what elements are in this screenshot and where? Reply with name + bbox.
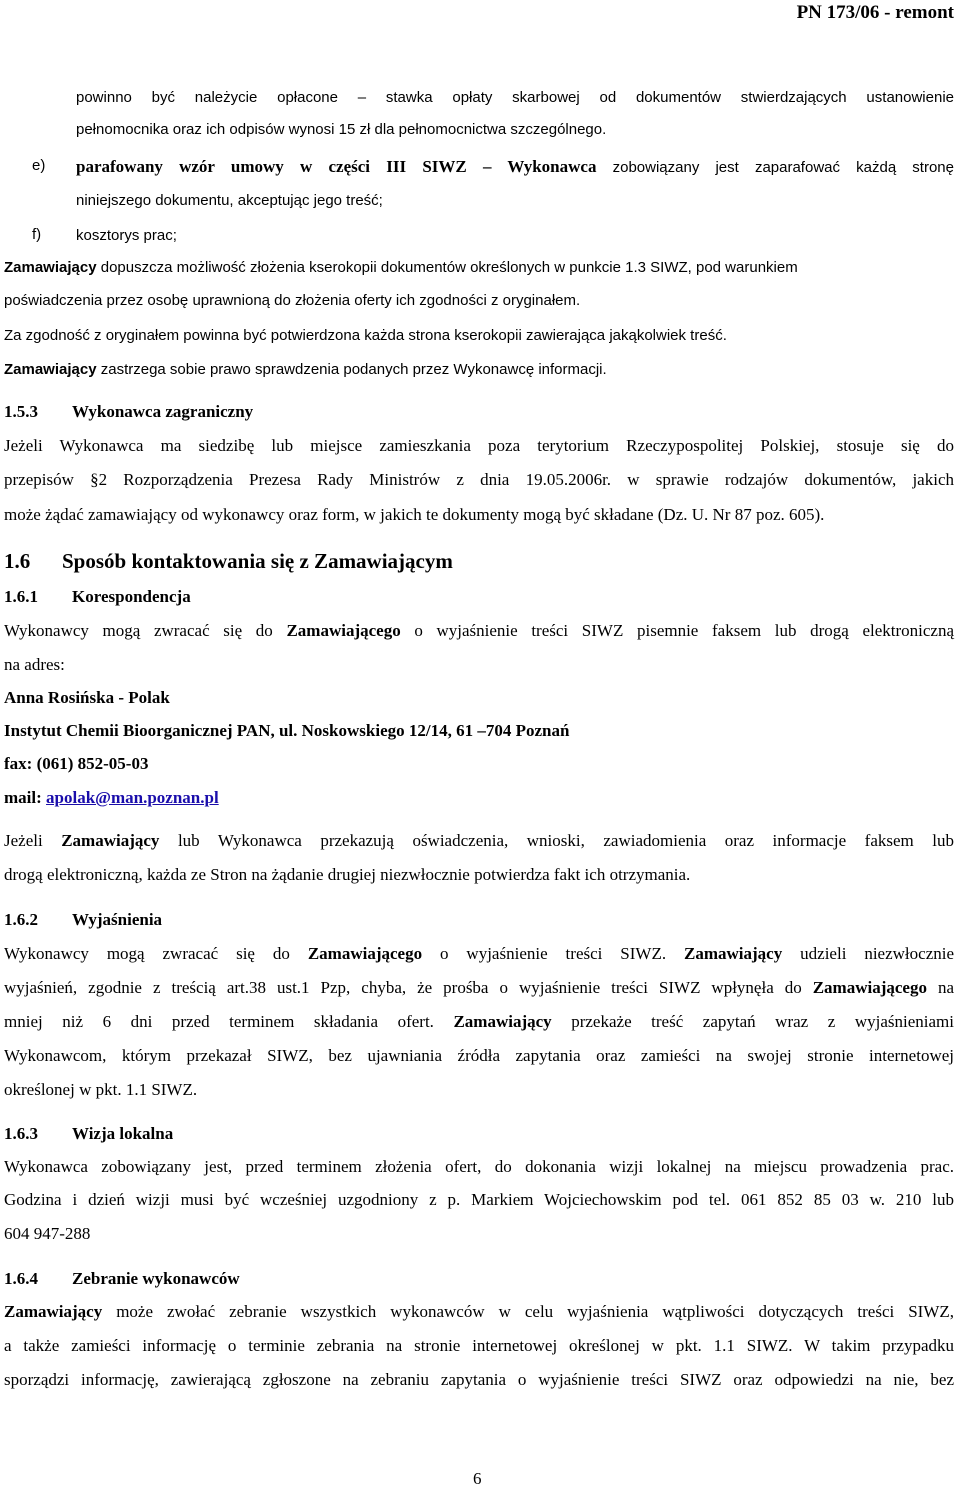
section-1-6-2-line-4: Wykonawcom, którym przekazał SIWZ, bez ujawniania źródła zapytania oraz zamieści na swojej stronie internetowej bbox=[4, 1046, 954, 1065]
bold-zamawiajacy: Zamawiający bbox=[4, 259, 97, 276]
section-1-6-2-line-1: Wykonawcy mogą zwracać się do Zamawiającego o wyjaśnienie treści SIWZ. Zamawiający udzieli niezwłocznie bbox=[4, 944, 955, 963]
list-continuation-line-1: powinno być należycie opłacone – stawka opłaty skarbowej od dokumentów stwierdzających ustanowienie bbox=[76, 89, 954, 106]
section-1-5-3-line-2: przepisów §2 Rozporządzenia Prezesa Rady Ministrów z dnia 19.05.2006r. w sprawie rodzajów dokumentów, jakich bbox=[4, 470, 954, 489]
list-item-e-rest: zobowiązany jest zaparafować każdą stronę bbox=[596, 159, 954, 176]
list-marker-e: e) bbox=[32, 157, 46, 174]
section-1-6-4-line-2: a także zamieści informację o terminie zebrania na stronie internetowej określonej w pkt. 1.1 SIWZ. W takim przypadku bbox=[4, 1336, 954, 1355]
section-1-6-3-line-1: Wykonawca zobowiązany jest, przed terminem złożenia ofert, do dokonania wizji lokalnej na miejscu prowadzenia prac. bbox=[4, 1157, 954, 1176]
page-number: 6 bbox=[473, 1469, 482, 1488]
list-marker-f: f) bbox=[32, 226, 42, 243]
section-1-6-3-line-2: Godzina i dzień wizji musi być wcześniej uzgodniony z p. Markiem Wojciechowskim pod tel. 061 852 85 03 w. 210 lub bbox=[4, 1190, 954, 1209]
section-heading-1-6: 1.6 Sposób kontaktowania się z Zamawiającym bbox=[4, 549, 453, 573]
contact-fax: fax: (061) 852-05-03 bbox=[4, 754, 149, 773]
section-heading-1-6-4: 1.6.4 Zebranie wykonawców bbox=[4, 1269, 240, 1288]
section-1-6-1-para-line-1: Jeżeli Zamawiający lub Wykonawca przekazują oświadczenia, wnioski, zawiadomienia oraz informacje faksem lub bbox=[4, 831, 954, 850]
section-heading-1-6-2: 1.6.2 Wyjaśnienia bbox=[4, 910, 163, 929]
section-1-6-1-para-line-2: drogą elektroniczną, każda ze Stron na żądanie drugiej niezwłocznie potwierdza fakt ich otrzymania. bbox=[4, 865, 691, 884]
list-item-f: kosztorys prac; bbox=[76, 227, 177, 244]
paragraph-copies-line-2: poświadczenia przez osobę uprawnioną do złożenia oferty ich zgodności z oryginałem. bbox=[4, 292, 581, 309]
section-heading-1-6-1: 1.6.1 Korespondencja bbox=[4, 587, 191, 606]
list-continuation-line-2: pełnomocnika oraz ich odpisów wynosi 15 zł dla pełnomocnictwa szczególnego. bbox=[76, 121, 607, 138]
section-1-6-2-line-3: mniej niż 6 dni przed terminem składania ofert. Zamawiający przekaże treść zapytań wraz z wyjaśnieniami bbox=[4, 1012, 954, 1031]
paragraph-verify: Zamawiający zastrzega sobie prawo sprawdzenia podanych przez Wykonawcę informacji. bbox=[4, 361, 607, 378]
section-1-6-2-line-5: określonej w pkt. 1.1 SIWZ. bbox=[4, 1080, 198, 1099]
section-1-6-3-line-3: 604 947-288 bbox=[4, 1224, 91, 1243]
section-heading-1-5-3: 1.5.3 Wykonawca zagraniczny bbox=[4, 402, 254, 421]
paragraph-conformity: Za zgodność z oryginałem powinna być potwierdzona każda strona kserokopii zawierająca jakąkolwiek treść. bbox=[4, 327, 727, 344]
list-item-e-line-2: niniejszego dokumentu, akceptując jego treść; bbox=[76, 192, 383, 209]
list-item-e-bold: parafowany wzór umowy w części III SIWZ – Wykonawca bbox=[76, 157, 597, 176]
contact-mail: mail: apolak@man.poznan.pl bbox=[4, 788, 219, 807]
list-item-e-line-1 bbox=[76, 157, 954, 178]
section-1-6-1-line-1: Wykonawcy mogą zwracać się do Zamawiającego o wyjaśnienie treści SIWZ pisemnie faksem lub drogą elektroniczną bbox=[4, 621, 955, 640]
section-1-6-4-line-3: sporządzi informację, zawierającą zgłoszone na zebraniu zapytania o wyjaśnienie treści SIWZ oraz odpowiedzi na nie, bez bbox=[4, 1370, 954, 1389]
section-1-5-3-line-3: może żądać zamawiający od wykonawcy oraz form, w jakich te dokumenty mogą być składane (Dz. U. Nr 87 poz. 605). bbox=[4, 505, 825, 524]
document-header: PN 173/06 - remont bbox=[796, 2, 954, 23]
contact-institution: Instytut Chemii Bioorganicznej PAN, ul. Noskowskiego 12/14, 61 –704 Poznań bbox=[4, 721, 570, 740]
section-1-5-3-line-1: Jeżeli Wykonawca ma siedzibę lub miejsce zamieszkania poza terytorium Rzeczypospolitej Polskiej, stosuje się do bbox=[4, 436, 954, 455]
section-1-6-4-line-1: Zamawiający może zwołać zebranie wszystkich wykonawców w celu wyjaśnienia wątpliwości dotyczących treści SIWZ, bbox=[4, 1302, 954, 1321]
section-1-6-2-line-2: wyjaśnień, zgodnie z treścią art.38 ust.1 Pzp, chyba, że prośba o wyjaśnienie treści SIWZ wpłynęła do Zamawiającego na bbox=[4, 978, 955, 997]
section-heading-1-6-3: 1.6.3 Wizja lokalna bbox=[4, 1124, 174, 1143]
email-link[interactable]: apolak@man.poznan.pl bbox=[46, 788, 219, 807]
paragraph-copies-line-1: Zamawiający dopuszcza możliwość złożenia kserokopii dokumentów określonych w punkcie 1.3 SIWZ, pod warunkiem bbox=[4, 259, 798, 276]
section-1-6-1-line-2: na adres: bbox=[4, 655, 65, 674]
contact-name: Anna Rosińska - Polak bbox=[4, 688, 170, 707]
